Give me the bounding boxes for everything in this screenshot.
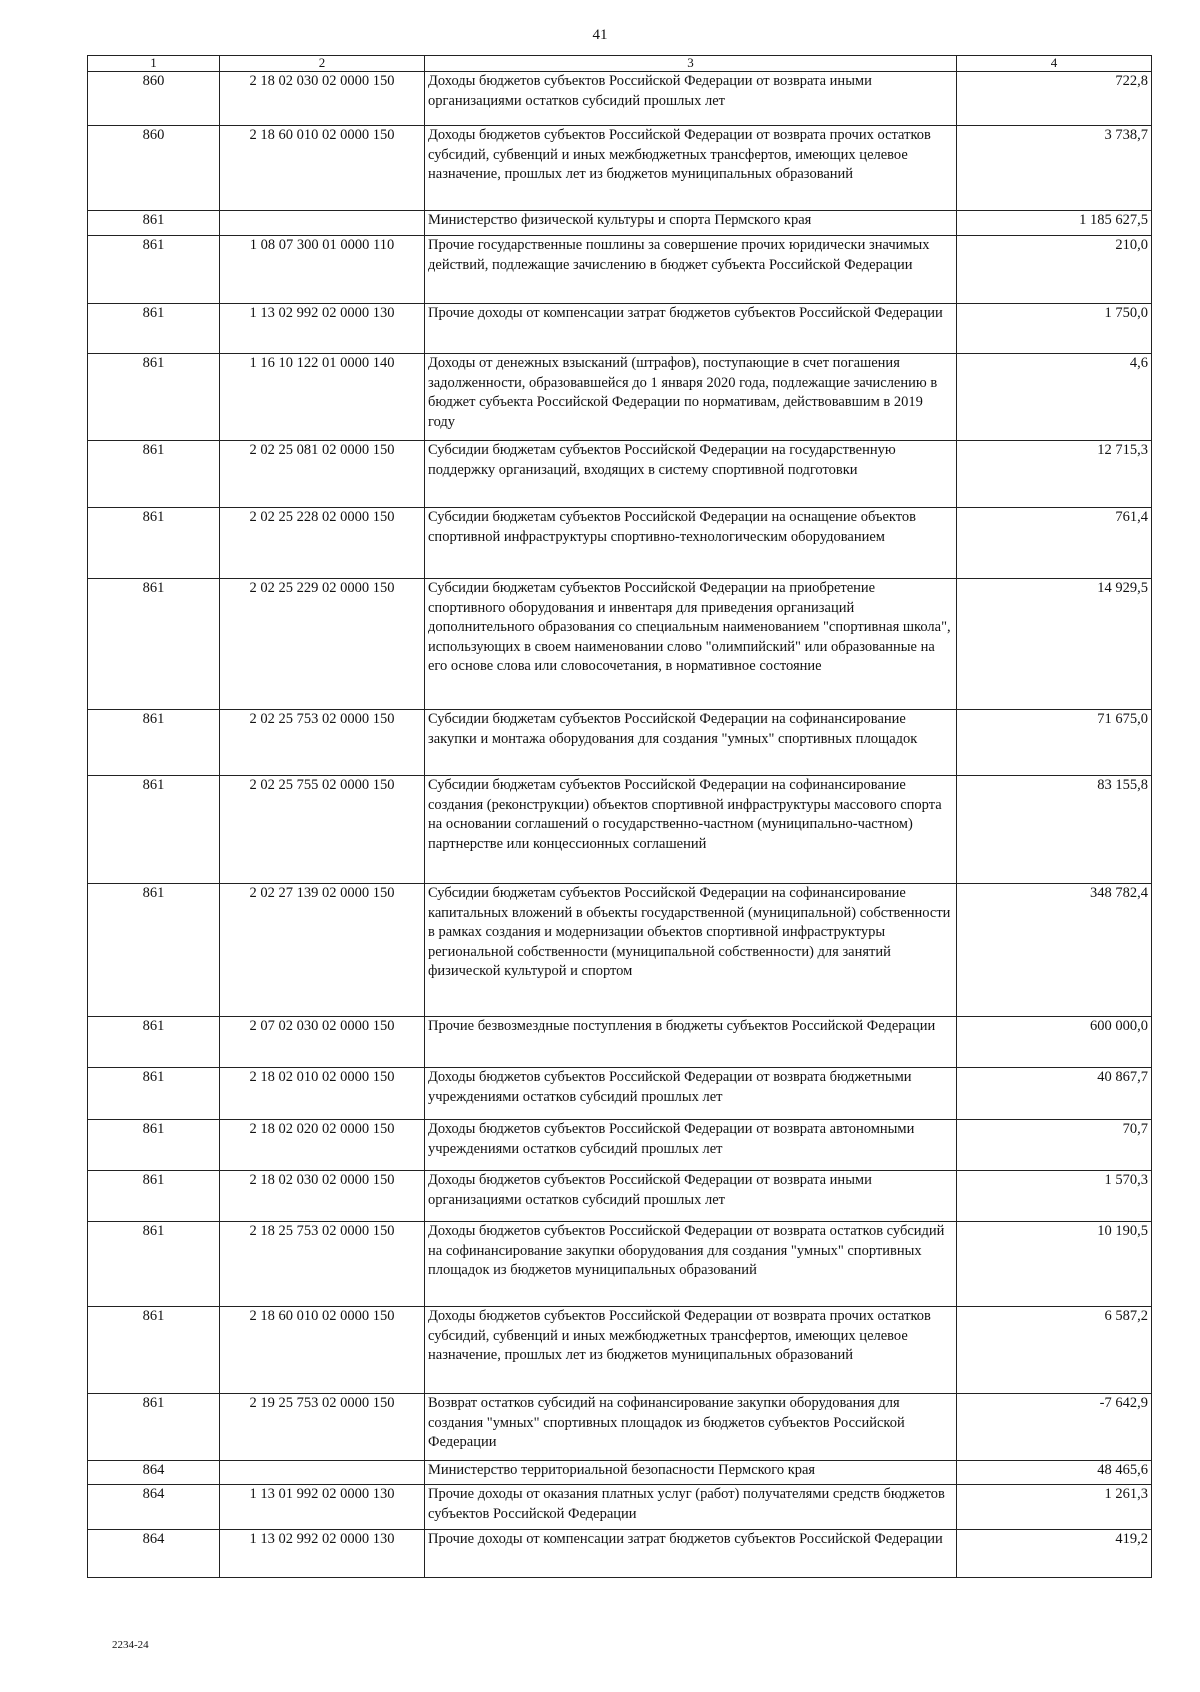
- table-body: [88, 72, 1152, 1578]
- admin-code-cell: 861: [88, 1394, 220, 1461]
- budget-code-cell: 2 18 02 030 02 0000 150: [220, 72, 425, 126]
- admin-code-cell: 861: [88, 508, 220, 579]
- column-header-3: 3: [425, 56, 957, 72]
- table-row: [88, 1530, 1152, 1578]
- amount-cell: 6 587,2: [957, 1307, 1152, 1394]
- revenue-name-cell: Доходы бюджетов субъектов Российской Федерации от возврата иными организациями остатков субсидий прошлых лет: [425, 72, 957, 126]
- table-row: [88, 304, 1152, 354]
- page-number: 41: [592, 27, 608, 43]
- amount-cell: 1 570,3: [957, 1171, 1152, 1222]
- budget-code-cell: [220, 1461, 425, 1485]
- table-row: [88, 1222, 1152, 1307]
- amount-cell: 48 465,6: [957, 1461, 1152, 1485]
- table-row: [88, 72, 1152, 126]
- amount-cell: 1 261,3: [957, 1485, 1152, 1530]
- table-row: [88, 1068, 1152, 1120]
- budget-code-cell: [220, 211, 425, 236]
- table-row: [88, 1461, 1152, 1485]
- revenue-name-cell: Прочие доходы от компенсации затрат бюджетов субъектов Российской Федерации: [425, 304, 957, 354]
- amount-cell: 419,2: [957, 1530, 1152, 1578]
- revenue-name-cell: Субсидии бюджетам субъектов Российской Федерации на софинансирование капитальных вложений в объекты государственной (муниципальной) собственности в рамках создания и модернизации объектов спортивной инфраструктуры региональной собственности (муниципальной собственности) для занятий физической культурой и спортом: [425, 884, 957, 1017]
- admin-code-cell: 860: [88, 72, 220, 126]
- table-header-row: [88, 56, 1152, 72]
- amount-cell: 12 715,3: [957, 441, 1152, 508]
- budget-code-cell: 2 18 02 030 02 0000 150: [220, 1171, 425, 1222]
- budget-code-cell: 1 13 02 992 02 0000 130: [220, 1530, 425, 1578]
- revenue-name-cell: Министерство физической культуры и спорта Пермского края: [425, 211, 957, 236]
- budget-code-cell: 2 07 02 030 02 0000 150: [220, 1017, 425, 1068]
- amount-cell: 1 185 627,5: [957, 211, 1152, 236]
- table-row: [88, 1017, 1152, 1068]
- revenue-name-cell: Доходы бюджетов субъектов Российской Федерации от возврата прочих остатков субсидий, субвенций и иных межбюджетных трансфертов, имеющих целевое назначение, прошлых лет из бюджетов муниципальных образований: [425, 126, 957, 211]
- table-row: [88, 126, 1152, 211]
- budget-code-cell: 2 02 25 081 02 0000 150: [220, 441, 425, 508]
- table-row: [88, 211, 1152, 236]
- amount-cell: 4,6: [957, 354, 1152, 441]
- revenue-name-cell: Субсидии бюджетам субъектов Российской Федерации на приобретение спортивного оборудования и инвентаря для приведения организаций дополнительного образования со специальным наименованием "спортивная школа", использующих в своем наименовании слово "олимпийский" или образованные на его основе слова или словосочетания, в нормативное состояние: [425, 579, 957, 710]
- document-code: 2234-24: [112, 1639, 149, 1651]
- admin-code-cell: 864: [88, 1485, 220, 1530]
- admin-code-cell: 861: [88, 304, 220, 354]
- admin-code-cell: 861: [88, 1222, 220, 1307]
- admin-code-cell: 861: [88, 776, 220, 884]
- admin-code-cell: 861: [88, 211, 220, 236]
- admin-code-cell: 864: [88, 1461, 220, 1485]
- table-row: [88, 1171, 1152, 1222]
- column-header-2: 2: [220, 56, 425, 72]
- admin-code-cell: 861: [88, 1068, 220, 1120]
- revenue-table: [87, 55, 1152, 1578]
- budget-code-cell: 1 08 07 300 01 0000 110: [220, 236, 425, 304]
- revenue-name-cell: Доходы от денежных взысканий (штрафов), поступающие в счет погашения задолженности, образовавшейся до 1 января 2020 года, подлежащие зачислению в бюджет субъекта Российской Федерации по нормативам, действовавшим в 2019 году: [425, 354, 957, 441]
- table-row: [88, 776, 1152, 884]
- admin-code-cell: 864: [88, 1530, 220, 1578]
- amount-cell: 1 750,0: [957, 304, 1152, 354]
- budget-code-cell: 2 18 02 010 02 0000 150: [220, 1068, 425, 1120]
- budget-code-cell: 2 19 25 753 02 0000 150: [220, 1394, 425, 1461]
- admin-code-cell: 861: [88, 1120, 220, 1171]
- budget-code-cell: 2 18 60 010 02 0000 150: [220, 1307, 425, 1394]
- admin-code-cell: 861: [88, 710, 220, 776]
- budget-code-cell: 2 18 25 753 02 0000 150: [220, 1222, 425, 1307]
- admin-code-cell: 861: [88, 441, 220, 508]
- table-row: [88, 1307, 1152, 1394]
- amount-cell: 3 738,7: [957, 126, 1152, 211]
- budget-code-cell: 1 16 10 122 01 0000 140: [220, 354, 425, 441]
- table-row: [88, 508, 1152, 579]
- amount-cell: 40 867,7: [957, 1068, 1152, 1120]
- column-header-4: 4: [957, 56, 1152, 72]
- amount-cell: 14 929,5: [957, 579, 1152, 710]
- column-header-1: 1: [88, 56, 220, 72]
- revenue-name-cell: Доходы бюджетов субъектов Российской Федерации от возврата иными организациями остатков субсидий прошлых лет: [425, 1171, 957, 1222]
- budget-code-cell: 2 02 25 229 02 0000 150: [220, 579, 425, 710]
- admin-code-cell: 860: [88, 126, 220, 211]
- amount-cell: 600 000,0: [957, 1017, 1152, 1068]
- budget-code-cell: 2 02 27 139 02 0000 150: [220, 884, 425, 1017]
- amount-cell: 722,8: [957, 72, 1152, 126]
- admin-code-cell: 861: [88, 236, 220, 304]
- revenue-name-cell: Прочие доходы от компенсации затрат бюджетов субъектов Российской Федерации: [425, 1530, 957, 1578]
- amount-cell: 10 190,5: [957, 1222, 1152, 1307]
- table-row: [88, 579, 1152, 710]
- admin-code-cell: 861: [88, 579, 220, 710]
- table-row: [88, 354, 1152, 441]
- table-row: [88, 1485, 1152, 1530]
- admin-code-cell: 861: [88, 1171, 220, 1222]
- budget-code-cell: 2 02 25 753 02 0000 150: [220, 710, 425, 776]
- revenue-name-cell: Субсидии бюджетам субъектов Российской Федерации на софинансирование создания (реконструкции) объектов спортивной инфраструктуры массового спорта на основании соглашений о государственно-частном (муниципально-частном) партнерстве или концессионных соглашений: [425, 776, 957, 884]
- amount-cell: 71 675,0: [957, 710, 1152, 776]
- budget-code-cell: 2 18 02 020 02 0000 150: [220, 1120, 425, 1171]
- revenue-name-cell: Возврат остатков субсидий на софинансирование закупки оборудования для создания "умных" спортивных площадок из бюджетов субъектов Российской Федерации: [425, 1394, 957, 1461]
- admin-code-cell: 861: [88, 884, 220, 1017]
- table-row: [88, 1394, 1152, 1461]
- budget-code-cell: 1 13 01 992 02 0000 130: [220, 1485, 425, 1530]
- admin-code-cell: 861: [88, 354, 220, 441]
- revenue-name-cell: Доходы бюджетов субъектов Российской Федерации от возврата прочих остатков субсидий, субвенций и иных межбюджетных трансфертов, имеющих целевое назначение, прошлых лет из бюджетов муниципальных образований: [425, 1307, 957, 1394]
- revenue-name-cell: Министерство территориальной безопасности Пермского края: [425, 1461, 957, 1485]
- amount-cell: 210,0: [957, 236, 1152, 304]
- revenue-name-cell: Прочие доходы от оказания платных услуг (работ) получателями средств бюджетов субъектов Российской Федерации: [425, 1485, 957, 1530]
- budget-code-cell: 1 13 02 992 02 0000 130: [220, 304, 425, 354]
- revenue-name-cell: Доходы бюджетов субъектов Российской Федерации от возврата бюджетными учреждениями остатков субсидий прошлых лет: [425, 1068, 957, 1120]
- amount-cell: -7 642,9: [957, 1394, 1152, 1461]
- revenue-name-cell: Прочие безвозмездные поступления в бюджеты субъектов Российской Федерации: [425, 1017, 957, 1068]
- revenue-name-cell: Субсидии бюджетам субъектов Российской Федерации на государственную поддержку организаций, входящих в систему спортивной подготовки: [425, 441, 957, 508]
- table-row: [88, 441, 1152, 508]
- budget-code-cell: 2 18 60 010 02 0000 150: [220, 126, 425, 211]
- budget-code-cell: 2 02 25 228 02 0000 150: [220, 508, 425, 579]
- revenue-name-cell: Доходы бюджетов субъектов Российской Федерации от возврата остатков субсидий на софинансирование закупки оборудования для создания "умных" спортивных площадок из бюджетов муниципальных образований: [425, 1222, 957, 1307]
- revenue-name-cell: Субсидии бюджетам субъектов Российской Федерации на софинансирование закупки и монтажа оборудования для создания "умных" спортивных площадок: [425, 710, 957, 776]
- amount-cell: 761,4: [957, 508, 1152, 579]
- admin-code-cell: 861: [88, 1307, 220, 1394]
- revenue-name-cell: Субсидии бюджетам субъектов Российской Федерации на оснащение объектов спортивной инфраструктуры спортивно-технологическим оборудованием: [425, 508, 957, 579]
- table-row: [88, 236, 1152, 304]
- amount-cell: 70,7: [957, 1120, 1152, 1171]
- amount-cell: 83 155,8: [957, 776, 1152, 884]
- budget-code-cell: 2 02 25 755 02 0000 150: [220, 776, 425, 884]
- revenue-name-cell: Прочие государственные пошлины за совершение прочих юридически значимых действий, подлежащие зачислению в бюджет субъекта Российской Федерации: [425, 236, 957, 304]
- revenue-name-cell: Доходы бюджетов субъектов Российской Федерации от возврата автономными учреждениями остатков субсидий прошлых лет: [425, 1120, 957, 1171]
- admin-code-cell: 861: [88, 1017, 220, 1068]
- table-row: [88, 1120, 1152, 1171]
- amount-cell: 348 782,4: [957, 884, 1152, 1017]
- table-row: [88, 710, 1152, 776]
- table-row: [88, 884, 1152, 1017]
